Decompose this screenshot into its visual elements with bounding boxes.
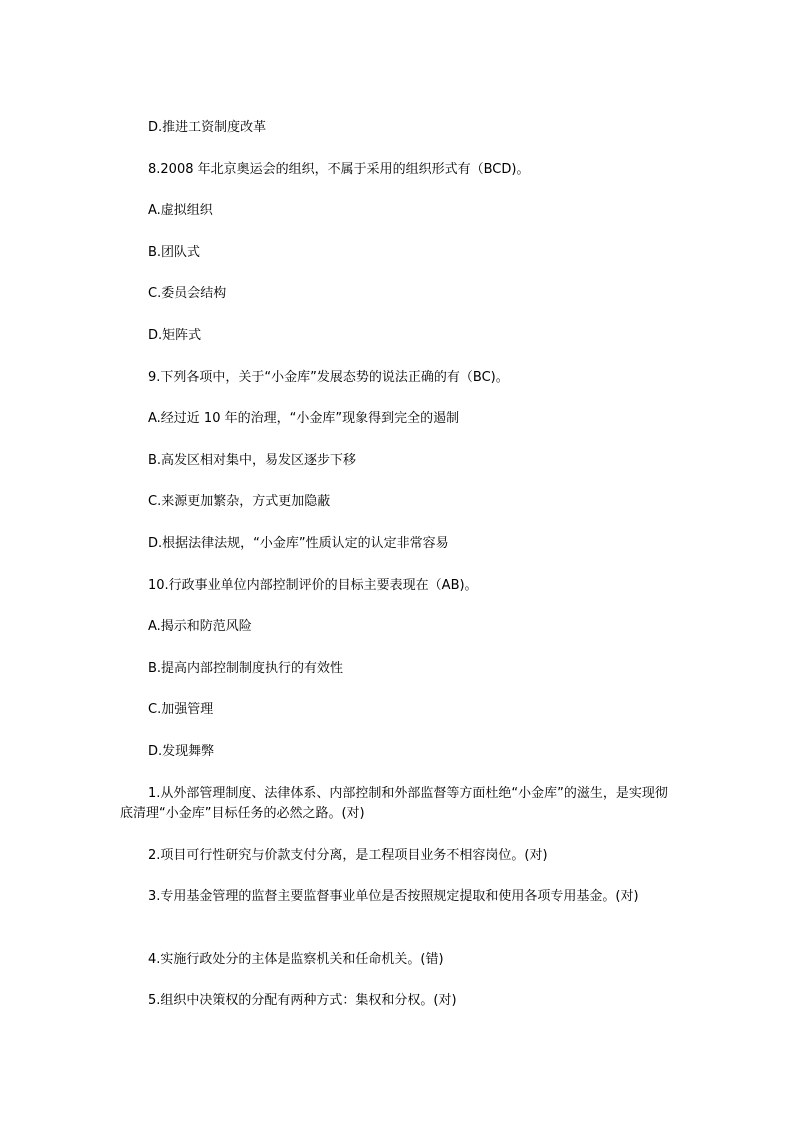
question-line: 10.行政事业单位内部控制评价的目标主要表现在（AB)。 [148, 578, 478, 593]
option-line: C.加强管理 [148, 702, 214, 717]
judgment-item-1: 1.从外部管理制度、法律体系、内部控制和外部监督等方面杜绝“小金库”的滋生，是实现彻底清理“小金库”目标任务的必然之路。(对) [120, 786, 668, 821]
option-line: D.推进工资制度改革 [148, 120, 267, 135]
option-line: C.委员会结构 [148, 286, 227, 301]
option-line: A.虚拟组织 [148, 203, 213, 218]
option-line: C.来源更加繁杂，方式更加隐蔽 [148, 494, 331, 509]
judgment-item-3: 3.专用基金管理的监督主要监督事业单位是否按照规定提取和使用各项专用基金。(对) [148, 889, 639, 904]
option-line: D.矩阵式 [148, 328, 202, 343]
judgment-item-5: 5.组织中决策权的分配有两种方式：集权和分权。(对) [148, 993, 457, 1008]
option-line: D.根据法律法规，“小金库”性质认定的认定非常容易 [148, 536, 449, 551]
option-line: A.经过近 10 年的治理，“小金库”现象得到完全的遏制 [148, 411, 460, 426]
question-line: 9.下列各项中，关于“小金库”发展态势的说法正确的有（BC)。 [148, 370, 509, 385]
judgment-item-2: 2.项目可行性研究与价款支付分离，是工程项目业务不相容岗位。(对) [148, 848, 548, 863]
option-line: A.揭示和防范风险 [148, 619, 252, 634]
option-line: D.发现舞弊 [148, 744, 215, 759]
option-line: B.提高内部控制制度执行的有效性 [148, 661, 344, 676]
option-line: B.高发区相对集中，易发区逐步下移 [148, 453, 357, 468]
judgment-item-4: 4.实施行政处分的主体是监察机关和任命机关。(错) [148, 952, 444, 967]
option-line: B.团队式 [148, 245, 201, 260]
question-line: 8.2008 年北京奥运会的组织，不属于采用的组织形式有（BCD)。 [148, 162, 530, 177]
